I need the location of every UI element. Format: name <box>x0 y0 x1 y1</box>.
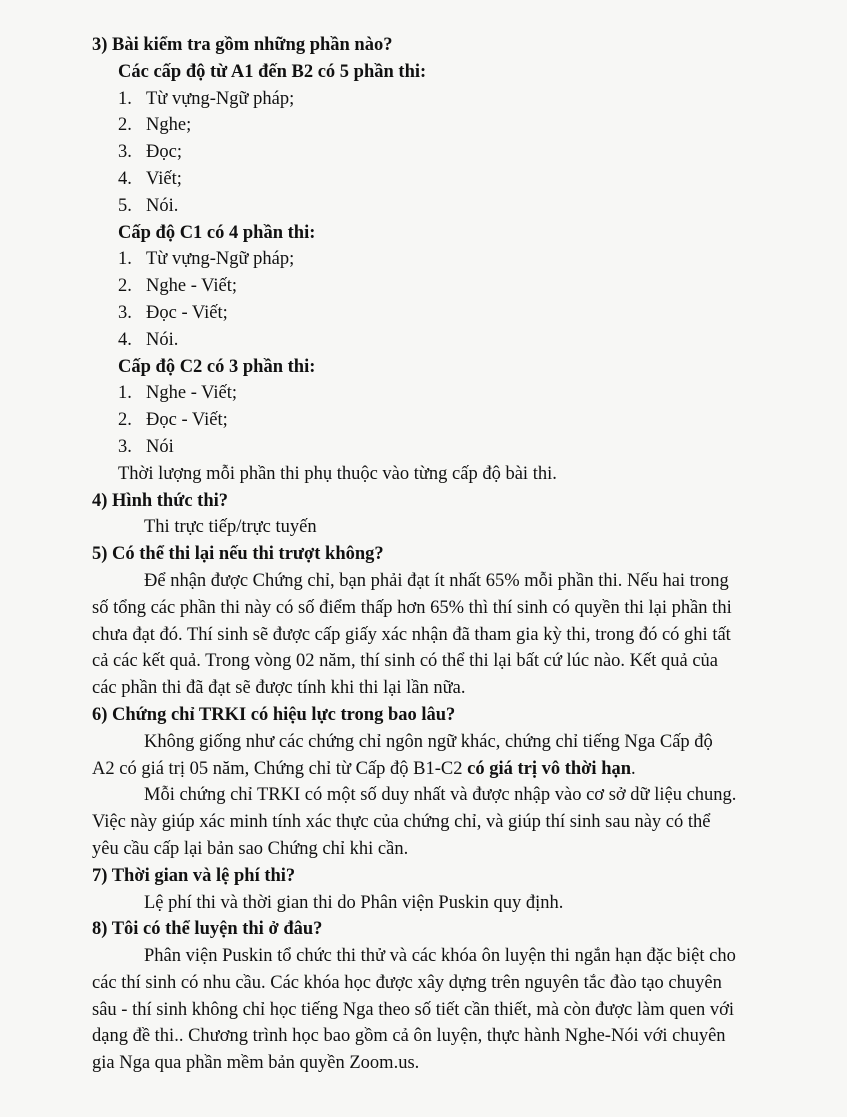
list-item: 1. Từ vựng-Ngữ pháp; <box>118 88 295 109</box>
list-item: 4. Nói. <box>118 329 179 350</box>
section-6-line: yêu cầu cấp lại bản sao Chứng chỉ khi cần. <box>92 838 409 859</box>
section-4-heading: 4) Hình thức thi? <box>92 490 228 511</box>
list-item: 2. Nghe; <box>118 115 192 136</box>
section-6-line: A2 có giá trị 05 năm, Chứng chỉ từ Cấp độ B1-C2 có giá trị vô thời hạn. <box>92 758 636 779</box>
section-8-heading: 8) Tôi có thể luyện thi ở đâu? <box>92 919 323 940</box>
section-5-line: chưa đạt đó. Thí sinh sẽ được cấp giấy xác nhận đã tham gia kỳ thi, trong đó có ghi tất <box>92 624 731 645</box>
list-item: 4. Viết; <box>118 168 182 189</box>
list-item: 5. Nói. <box>118 195 179 216</box>
section-6-line: Không giống như các chứng chỉ ngôn ngữ khác, chứng chỉ tiếng Nga Cấp độ <box>144 731 713 752</box>
section-8-line: gia Nga qua phần mềm bản quyền Zoom.us. <box>92 1053 420 1074</box>
section-4-text: Thi trực tiếp/trực tuyến <box>144 517 317 538</box>
document-body <box>92 32 782 1077</box>
list-item: 1. Nghe - Viết; <box>118 383 238 404</box>
section-5-line: cả các kết quả. Trong vòng 02 năm, thí sinh có thể thi lại bất cứ lúc nào. Kết quả của <box>92 651 719 672</box>
section-8-line: Phân viện Puskin tổ chức thi thử và các khóa ôn luyện thi ngắn hạn đặc biệt cho <box>144 946 736 967</box>
section-3-heading: 3) Bài kiểm tra gồm những phần nào? <box>92 35 393 55</box>
section-5-line: các phần thi đã đạt sẽ được tính khi thi lại lần nữa. <box>92 678 466 699</box>
list-item: 3. Đọc - Viết; <box>118 302 228 323</box>
group-c1-title: Cấp độ C1 có 4 phần thi: <box>118 222 316 243</box>
list-item: 2. Nghe - Viết; <box>118 276 238 297</box>
group-a1-b2-list <box>92 86 782 220</box>
section-5-line: Để nhận được Chứng chỉ, bạn phải đạt ít nhất 65% mỗi phần thi. Nếu hai trong <box>144 570 729 591</box>
list-item: 1. Từ vựng-Ngữ pháp; <box>118 249 295 270</box>
list-item: 3. Nói <box>118 436 174 457</box>
section-6-line: Mỗi chứng chỉ TRKI có một số duy nhất và được nhập vào cơ sở dữ liệu chung. <box>144 785 737 806</box>
section-5-heading: 5) Có thể thi lại nếu thi trượt không? <box>92 544 384 565</box>
group-c2-title: Cấp độ C2 có 3 phần thi: <box>118 356 316 377</box>
section-7-heading: 7) Thời gian và lệ phí thi? <box>92 865 296 886</box>
section-6-line: Việc này giúp xác minh tính xác thực của chứng chỉ, và giúp thí sinh sau này có thể <box>92 812 711 833</box>
section-8-line: các thí sinh có nhu cầu. Các khóa học được xây dựng trên nguyên tắc đào tạo chuyên <box>92 972 722 993</box>
group-a1-b2-title: Các cấp độ từ A1 đến B2 có 5 phần thi: <box>118 61 427 82</box>
section-5-line: số tổng các phần thi này có số điểm thấp hơn 65% thì thí sinh có quyền thi lại phần thi <box>92 597 732 618</box>
group-c1-list <box>92 246 782 353</box>
group-c2-list <box>92 380 782 460</box>
section-6-heading: 6) Chứng chỉ TRKI có hiệu lực trong bao lâu? <box>92 704 456 725</box>
section-8-line: sâu - thí sinh không chỉ học tiếng Nga theo số tiết cần thiết, mà còn được làm quen với <box>92 999 735 1020</box>
list-item: 3. Đọc; <box>118 142 182 163</box>
duration-note: Thời lượng mỗi phần thi phụ thuộc vào từng cấp độ bài thi. <box>118 463 557 484</box>
list-item: 2. Đọc - Viết; <box>118 410 228 431</box>
validity-emphasis: có giá trị vô thời hạn <box>467 758 632 779</box>
section-7-text: Lệ phí thi và thời gian thi do Phân viện Puskin quy định. <box>144 892 564 913</box>
section-8-line: dạng đề thi.. Chương trình học bao gồm cả ôn luyện, thực hành Nghe-Nói với chuyên <box>92 1026 726 1047</box>
